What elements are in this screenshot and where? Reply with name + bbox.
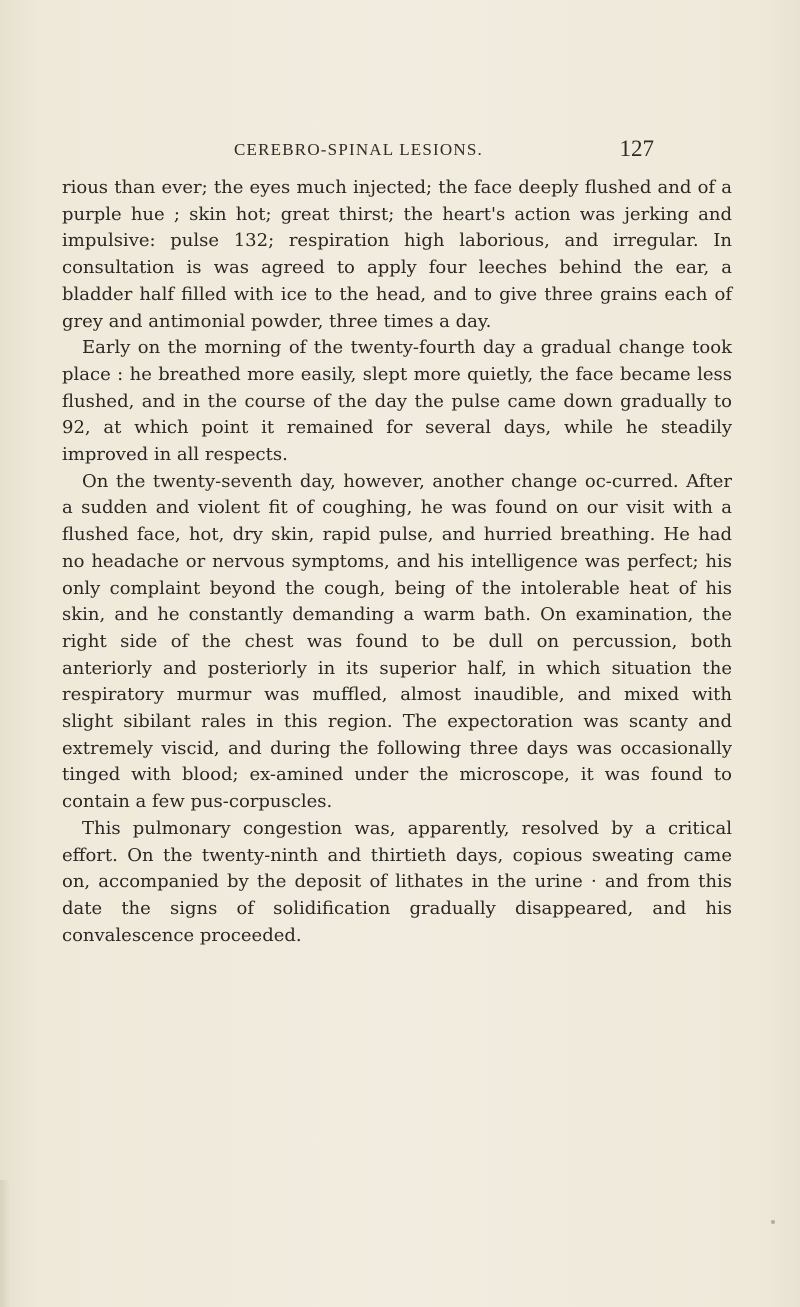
running-head: CEREBRO-SPINAL LESIONS. (234, 140, 483, 159)
paragraph-1: rious than ever; the eyes much injected; the face deeply flushed and of a purple hue ; skin hot; great thirst; the heart's action was jerking and impulsive: pulse 132; respiration high laborious, and irregular. In consultation is was agreed to apply four leeches behind the ear, a bladder half filled with ice to the head, and to give three grains each of grey and antimonial powder, three times a day. (62, 177, 732, 332)
paragraph-4: This pulmonary congestion was, apparently, resolved by a critical effort. On the twenty-ninth and thirtieth days, copious sweating came on, accompanied by the deposit of lithates in the urine · and from this date the signs of solidification gradually disappeared, and his convalescence proceeded. (62, 817, 732, 946)
paragraph-3: On the twenty-seventh day, however, another change oc-curred. After a sudden and violent fit of coughing, he was found on our visit with a flushed face, hot, dry skin, rapid pulse, and hurried breathing. He had no headache or nervous symptoms, and his intelligence was perfect; his only complaint beyond the cough, being of the intolerable heat of his skin, and he constantly demanding a warm bath. On examination, the right side of the chest was found to be dull on percussion, both anteriorly and posteriorly in its superior half, in which situation the respiratory murmur was muffled, almost inaudible, and mixed with slight sibilant rales in this region. The expectoration was scanty and extremely viscid, and during the following three days was occasionally tinged with blood; ex-amined under the microscope, it was found to contain a few pus-corpuscles. (62, 470, 732, 813)
paper-speck (771, 1220, 775, 1224)
body-text (62, 175, 732, 949)
paragraph-2: Early on the morning of the twenty-fourth day a gradual change took place : he breathed more easily, slept more quietly, the face became less flushed, and in the course of the day the pulse came down gradually to 92, at which point it remained for several days, while he steadily improved in all respects. (62, 337, 732, 466)
page-number: 127 (619, 136, 654, 161)
page-header (234, 136, 654, 164)
page-gutter-shadow (0, 1180, 10, 1307)
